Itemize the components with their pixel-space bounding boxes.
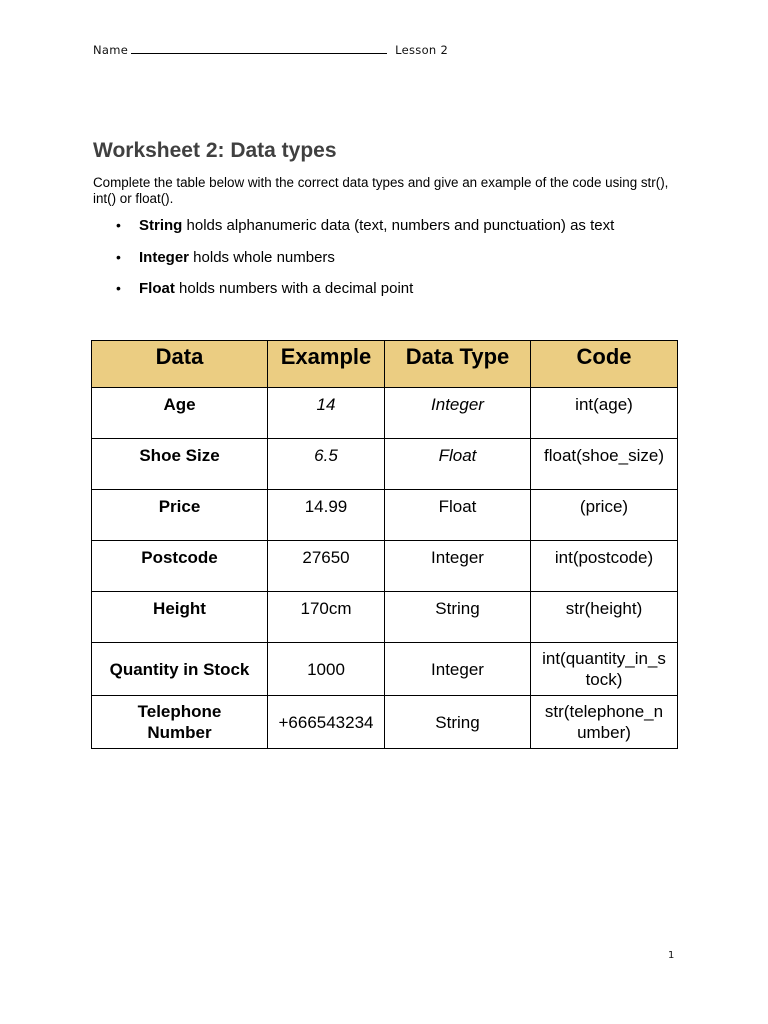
bullet-icon: • (116, 248, 121, 265)
table-row (92, 643, 678, 696)
cell-code-line: tock) (585, 670, 623, 689)
table-row (92, 388, 678, 439)
cell-data: Shoe Size (92, 439, 268, 490)
cell-example: 170cm (268, 592, 385, 643)
cell-data (92, 696, 268, 749)
cell-data: Height (92, 592, 268, 643)
definition-string (116, 214, 614, 246)
cell-type: Integer (385, 388, 531, 439)
cell-data-line: Number (147, 723, 212, 742)
cell-code (531, 643, 678, 696)
lesson-label: Lesson 2 (395, 43, 449, 57)
cell-code (531, 696, 678, 749)
cell-code-line: str(telephone_n (544, 702, 664, 721)
cell-type: Float (385, 490, 531, 541)
cell-example: 1000 (268, 643, 385, 696)
cell-data-line: Telephone (137, 702, 222, 721)
definition-term: Float (139, 280, 175, 297)
name-input-line[interactable] (131, 44, 387, 54)
name-label: Name (93, 43, 129, 57)
definition-integer (116, 246, 614, 278)
cell-code: int(postcode) (531, 541, 678, 592)
bullet-icon: • (116, 217, 121, 233)
definition-text: holds alphanumeric data (text, numbers and punctuation) as text (182, 217, 615, 234)
header-data-type: Data Type (385, 341, 531, 388)
cell-code: int(age) (531, 388, 678, 439)
header-example: Example (268, 341, 385, 388)
cell-data: Postcode (92, 541, 268, 592)
table-row (92, 696, 678, 749)
data-type-definitions (116, 214, 614, 309)
cell-type: Integer (385, 541, 531, 592)
definition-term: Integer (139, 248, 190, 266)
cell-code: float(shoe_size) (531, 439, 678, 490)
worksheet-title: Worksheet 2: Data types (93, 139, 337, 162)
table-header-row (92, 341, 678, 388)
table-row (92, 541, 678, 592)
cell-code: (price) (531, 490, 678, 541)
cell-example: 14.99 (268, 490, 385, 541)
definition-text: holds whole numbers (189, 248, 335, 266)
cell-example: 14 (268, 388, 385, 439)
header-data: Data (92, 341, 268, 388)
cell-data: Price (92, 490, 268, 541)
cell-data: Quantity in Stock (92, 643, 268, 696)
bullet-icon: • (116, 280, 121, 296)
cell-type: String (385, 696, 531, 749)
cell-data: Age (92, 388, 268, 439)
header-code: Code (531, 341, 678, 388)
data-types-table (91, 340, 678, 749)
page-number: 1 (668, 950, 675, 961)
table-row (92, 439, 678, 490)
cell-type: Float (385, 439, 531, 490)
table-row (92, 490, 678, 541)
definition-float (116, 277, 614, 309)
cell-example: +666543234 (268, 696, 385, 749)
instructions-text: Complete the table below with the correct data types and give an example of the code using str(), int() or float(). (93, 175, 669, 206)
definition-text: holds numbers with a decimal point (174, 280, 414, 297)
cell-example: 27650 (268, 541, 385, 592)
cell-example: 6.5 (268, 439, 385, 490)
definition-term: String (139, 217, 183, 234)
cell-code: str(height) (531, 592, 678, 643)
cell-type: String (385, 592, 531, 643)
page-header (93, 43, 448, 57)
cell-code-line: int(quantity_in_s (542, 649, 666, 668)
cell-type: Integer (385, 643, 531, 696)
table-row (92, 592, 678, 643)
cell-code-line: umber) (577, 723, 631, 742)
